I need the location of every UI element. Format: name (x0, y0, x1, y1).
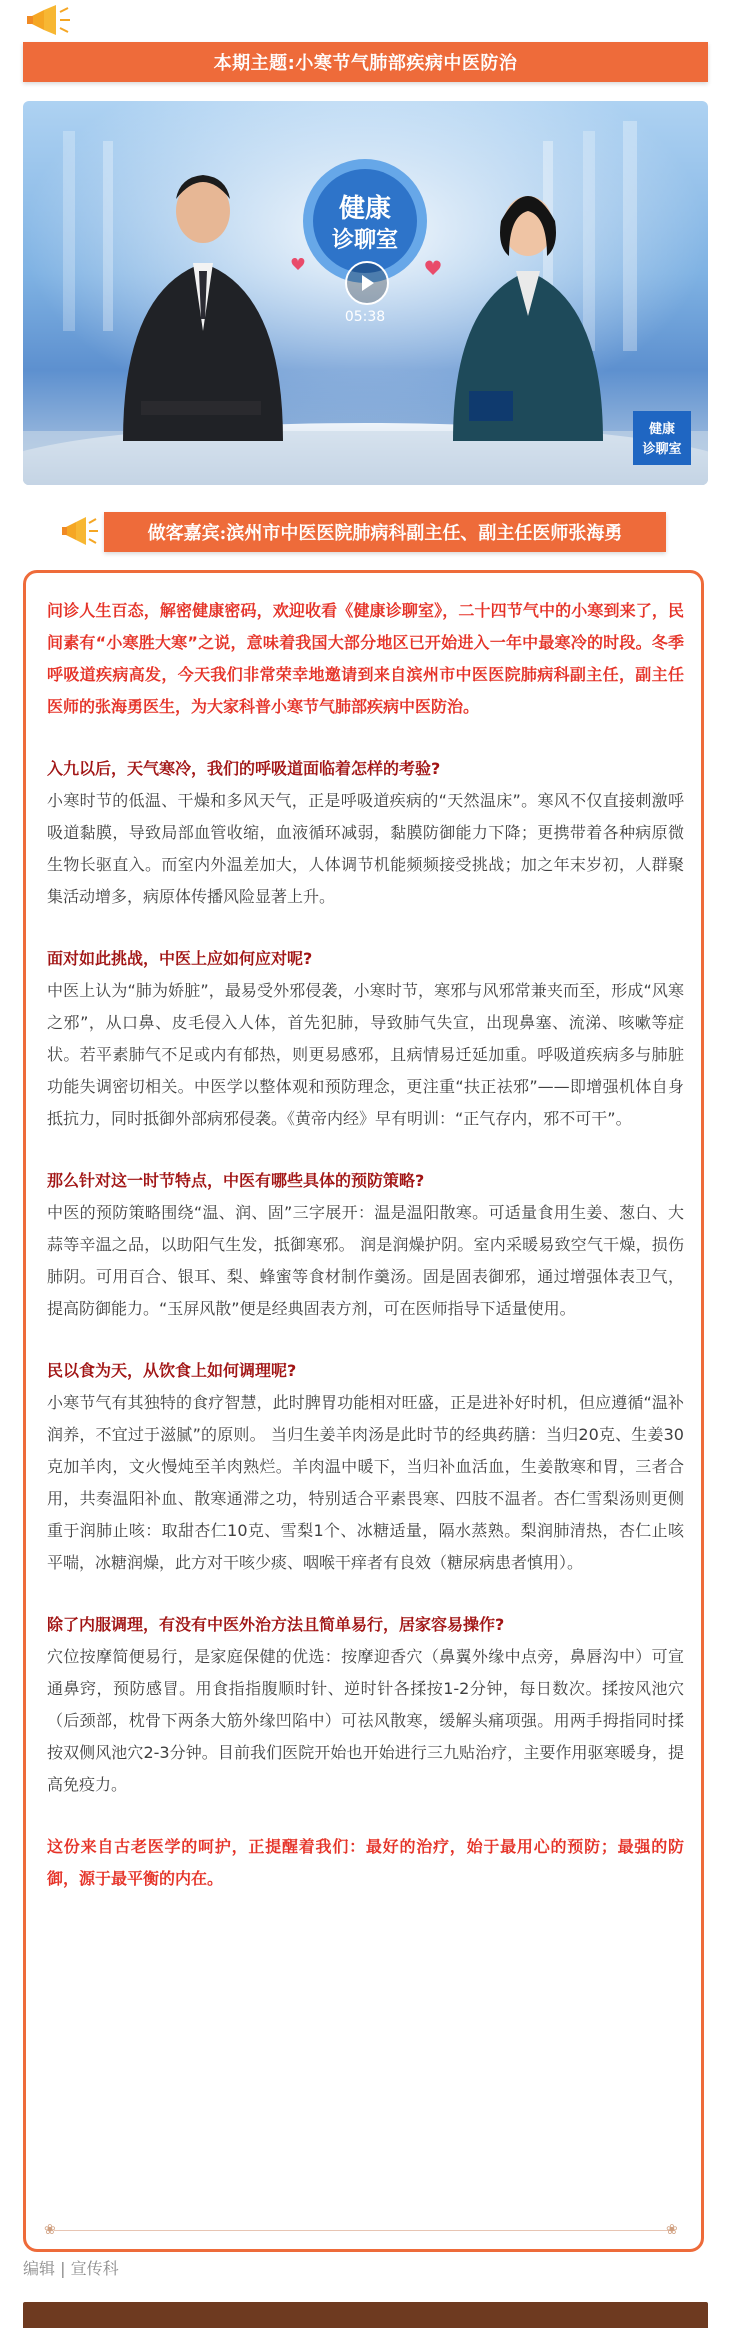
topic-title: 本期主题:小寒节气肺部疾病中医防治 (213, 53, 518, 74)
question-4: 民以食为天，从饮食上如何调理呢? (47, 1361, 297, 1380)
corner-logo-line2: 诊聊室 (642, 442, 682, 457)
article-body (47, 595, 684, 1895)
answer-2: 中医上认为“肺为娇脏”，最易受外邪侵袭，小寒时节，寒邪与风邪常兼夹而至，形成“风寒之邪”，从口鼻、皮毛侵入人体，首先犯肺，导致肺气失宣，出现鼻塞、流涕、咳嗽等症状。若平素肺气不足或内有郁热，则更易感邪，且病情易迁延加重。呼吸道疾病多与肺脏功能失调密切相关。中医学以整体观和预防理念，更注重“扶正祛邪”——即增强机体自身抵抗力，同时抵御外部病邪侵袭。《黄帝内经》早有明训：“正气存内，邪不可干”。 (47, 981, 684, 1128)
play-button[interactable] (345, 261, 389, 305)
article-box (23, 570, 704, 2252)
question-2: 面对如此挑战，中医上应如何应对呢? (47, 949, 313, 968)
video-player[interactable] (23, 101, 708, 485)
megaphone-icon (22, 2, 74, 38)
video-duration: 05:38 (344, 309, 386, 325)
closing-paragraph: 这份来自古老医学的呵护，正提醒着我们：最好的治疗，始于最用心的预防；最强的防御，源于最平衡的内在。 (47, 1837, 684, 1888)
question-5: 除了内服调理，有没有中医外治方法且简单易行，居家容易操作? (47, 1615, 505, 1634)
guest-banner (104, 512, 666, 552)
megaphone-icon (58, 514, 102, 548)
question-3: 那么针对这一时节特点，中医有哪些具体的预防策略? (47, 1171, 425, 1190)
answer-1: 小寒时节的低温、干燥和多风天气，正是呼吸道疾病的“天然温床”。寒风不仅直接刺激呼吸道黏膜，导致局部血管收缩，血液循环减弱，黏膜防御能力下降；更携带着各种病原微生物长驱直入。而室内外温差加大，人体调节机能频频接受挑战；加之年末岁初，人群聚集活动增多，病原体传播风险显著上升。 (47, 791, 684, 906)
answer-4: 小寒节气有其独特的食疗智慧，此时脾胃功能相对旺盛，正是进补好时机，但应遵循“温补润养，不宜过于滋腻”的原则。 当归生姜羊肉汤是此时节的经典药膳：当归20克、生姜30克加羊肉，文火慢炖至羊肉熟烂。羊肉温中暖下，当归补血活血，生姜散寒和胃，三者合用，共奏温阳补血、散寒通滞之功，特别适合平素畏寒、四肢不温者。杏仁雪梨汤则更侧重于润肺止咳：取甜杏仁10克、雪梨1个、冰糖适量，隔水蒸熟。梨润肺清热，杏仁止咳平喘，冰糖润燥，此方对干咳少痰、咽喉干痒者有良效（糖尿病患者慎用）。 (47, 1393, 684, 1572)
corner-ornament-icon: ❀ (44, 2222, 56, 2238)
question-1: 入九以后，天气寒冷，我们的呼吸道面临着怎样的考验? (47, 759, 441, 778)
footer-bar (23, 2302, 708, 2328)
intro-paragraph: 问诊人生百态，解密健康密码，欢迎收看《健康诊聊室》，二十四节气中的小寒到来了，民间素有“小寒胜大寒”之说，意味着我国大部分地区已开始进入一年中最寒冷的时段。冬季呼吸道疾病高发，今天我们非常荣幸地邀请到来自滨州市中医医院肺病科副主任，副主任医师的张海勇医生，为大家科普小寒节气肺部疾病中医防治。 (47, 601, 684, 716)
play-icon (359, 274, 375, 292)
corner-logo-line1: 健康 (648, 422, 676, 437)
answer-3: 中医的预防策略围绕“温、润、固”三字展开：温是温阳散寒。可适量食用生姜、葱白、大蒜等辛温之品，以助阳气生发，抵御寒邪。 润是润燥护阴。室内采暖易致空气干燥，损伤肺阴。可用百合、银耳、梨、蜂蜜等食材制作羹汤。固是固表御邪，通过增强体表卫气，提高防御能力。“玉屏风散”便是经典固表方剂，可在医师指导下适量使用。 (47, 1203, 684, 1318)
studio-logo-line2: 诊聊室 (331, 228, 399, 253)
guest-title: 做客嘉宾:滨州市中医医院肺病科副主任、副主任医师张海勇 (147, 523, 623, 544)
decorative-divider (54, 2230, 674, 2231)
answer-5: 穴位按摩简便易行，是家庭保健的优选：按摩迎香穴（鼻翼外缘中点旁，鼻唇沟中）可宣通鼻窍，预防感冒。用食指指腹顺时针、逆时针各揉按1-2分钟，每日数次。揉按风池穴（后颈部，枕骨下两条大筋外缘凹陷中）可祛风散寒，缓解头痛项强。用两手拇指同时揉按双侧风池穴2-3分钟。目前我们医院开始也开始进行三九贴治疗，主要作用驱寒暖身，提高免疫力。 (47, 1647, 684, 1794)
studio-logo-line1: 健康 (338, 194, 392, 224)
topic-banner (23, 42, 708, 82)
editor-credit: 编辑 | 宣传科 (23, 2259, 119, 2278)
corner-ornament-icon: ❀ (666, 2222, 678, 2238)
